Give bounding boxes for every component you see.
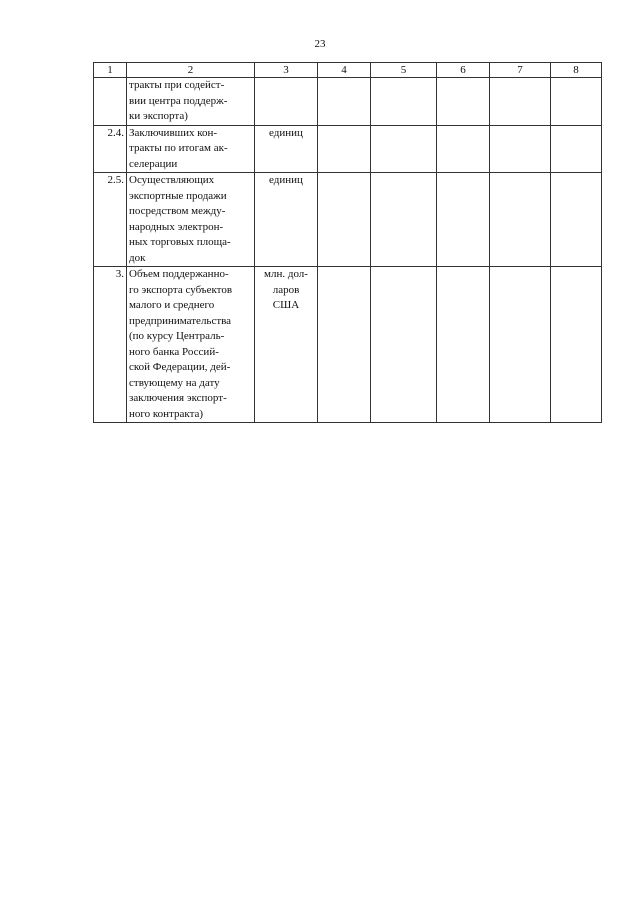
indicator-name-line: посредством между-	[129, 205, 226, 217]
indicator-table	[93, 62, 602, 423]
unit-of-measure	[255, 78, 318, 126]
indicator-name-line: (по курсу Централь-	[129, 330, 225, 342]
value-cell	[490, 125, 551, 173]
unit-line: млн. дол-	[264, 268, 308, 280]
unit-of-measure	[255, 125, 318, 173]
table-row	[94, 78, 602, 126]
row-number: 2.5.	[94, 173, 127, 267]
value-cell	[490, 267, 551, 423]
value-cell	[551, 267, 602, 423]
row-number: 2.4.	[94, 125, 127, 173]
table-row	[94, 267, 602, 423]
indicator-name	[127, 267, 255, 423]
indicator-name-line: Осуществляющих	[129, 174, 215, 186]
indicator-name-line: заключения экспорт-	[129, 392, 227, 404]
indicator-name-line: док	[129, 251, 146, 264]
unit-line: единиц	[269, 126, 303, 139]
indicator-name-line: народных электрон-	[129, 220, 224, 233]
value-cell	[551, 125, 602, 173]
value-cell	[318, 267, 371, 423]
indicator-name-line: Заключивших кон-	[129, 126, 218, 139]
table-row	[94, 125, 602, 173]
column-header: 6	[437, 63, 490, 78]
value-cell	[490, 78, 551, 126]
value-cell	[371, 173, 437, 267]
value-cell	[371, 78, 437, 126]
row-number: 3.	[94, 267, 127, 423]
value-cell	[437, 78, 490, 126]
table-header-row	[94, 63, 602, 78]
indicator-name-line: ного банка Россий-	[129, 345, 219, 358]
indicator-name-line: ствующему на дату	[129, 376, 220, 389]
value-cell	[551, 78, 602, 126]
value-cell	[371, 267, 437, 423]
value-cell	[490, 173, 551, 267]
indicator-name-line: ного контракта)	[129, 407, 204, 420]
unit-line: США	[272, 299, 300, 311]
value-cell	[437, 267, 490, 423]
column-header: 3	[255, 63, 318, 78]
indicator-name-line: ской Федерации, дей-	[129, 361, 231, 373]
unit-line: ларов	[272, 283, 300, 296]
page-number: 23	[314, 38, 326, 50]
column-header: 2	[127, 63, 255, 78]
value-cell	[318, 78, 371, 126]
value-cell	[437, 125, 490, 173]
column-header: 1	[94, 63, 127, 78]
indicator-name-line: ных торговых площа-	[129, 236, 231, 248]
unit-line: единиц	[269, 174, 303, 186]
unit-of-measure	[255, 173, 318, 267]
table-row	[94, 173, 602, 267]
value-cell	[318, 125, 371, 173]
indicator-name-line: Объем поддержанно-	[129, 268, 229, 280]
indicator-name	[127, 78, 255, 126]
indicator-name-line: экспортные продажи	[129, 189, 227, 202]
indicator-name	[127, 173, 255, 267]
indicator-name-line: тракты по итогам ак-	[129, 142, 228, 154]
column-header: 4	[318, 63, 371, 78]
indicator-name-line: селерации	[129, 157, 178, 170]
value-cell	[551, 173, 602, 267]
indicator-name-line: го экспорта субъектов	[129, 283, 233, 296]
column-header: 7	[490, 63, 551, 78]
row-number	[94, 78, 127, 126]
indicator-name-line: малого и среднего	[129, 299, 215, 311]
value-cell	[318, 173, 371, 267]
indicator-name	[127, 125, 255, 173]
unit-of-measure	[255, 267, 318, 423]
column-header: 8	[551, 63, 602, 78]
value-cell	[437, 173, 490, 267]
column-header: 5	[371, 63, 437, 78]
indicator-name-line: предпринимательства	[129, 314, 232, 327]
value-cell	[371, 125, 437, 173]
indicator-name-line: тракты при содейст-	[129, 79, 225, 91]
indicator-name-line: вии центра поддерж-	[129, 94, 228, 107]
indicator-name-line: ки экспорта)	[129, 110, 188, 122]
